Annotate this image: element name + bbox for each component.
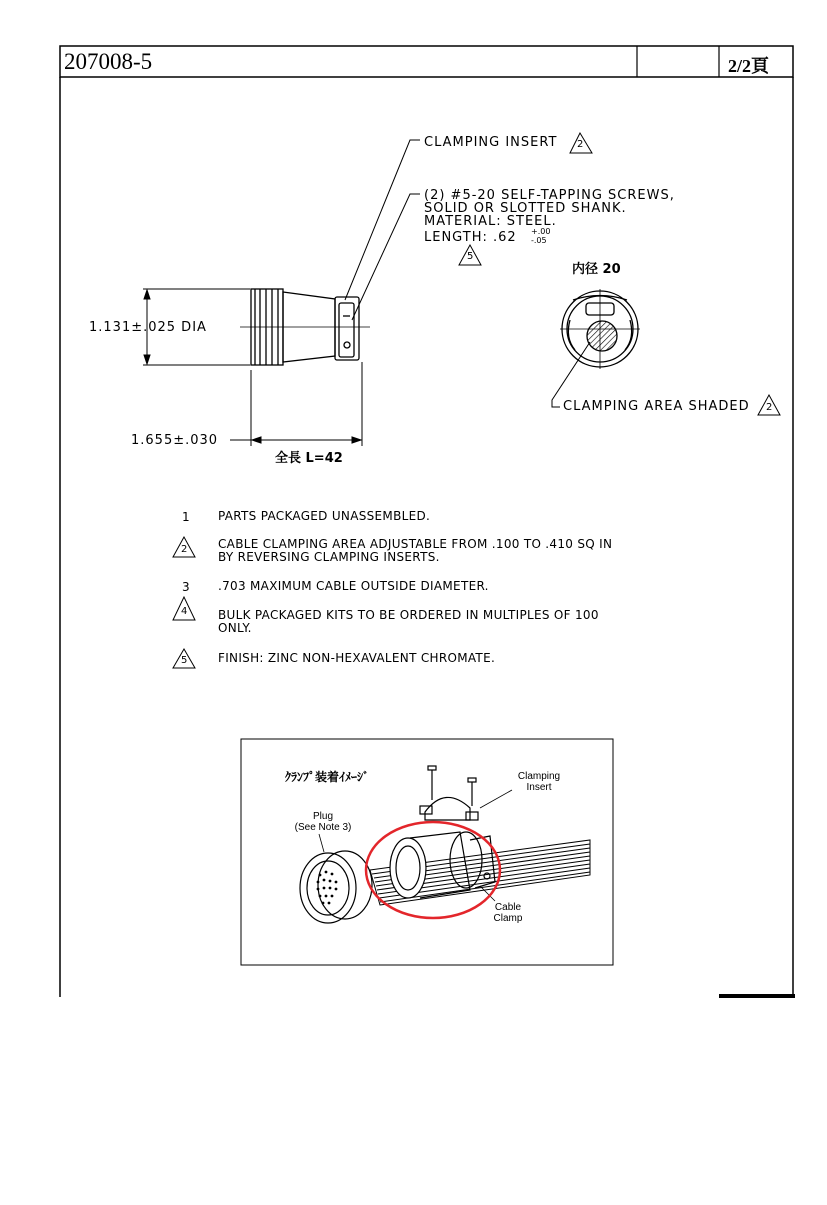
side-view — [240, 289, 370, 365]
doc-number: 207008-5 — [64, 49, 153, 74]
screws-callout-line1: (2) #5-20 SELF-TAPPING SCREWS, — [424, 188, 675, 203]
screws-callout-line2: SOLID OR SLOTTED SHANK. — [424, 201, 627, 216]
total-length-label: 全長 L=42 — [275, 451, 343, 466]
dimension-lines — [143, 289, 362, 446]
illustration-title: ｸﾗﾝﾌﾟ装着ｲﾒｰｼﾞ — [285, 770, 370, 784]
length-tol-plus: +.00 — [531, 227, 551, 236]
note-4-marker: 4 — [181, 606, 188, 617]
ref-5-marker-screws: 5 — [467, 251, 474, 262]
note-4-text: BULK PACKAGED KITS TO BE ORDERED IN MULTIPLES OF 100 ONLY. — [218, 608, 599, 635]
diameter-dimension: 1.131±.025 DIA — [89, 320, 207, 335]
screws-callout-line4: LENGTH: .62 — [424, 230, 517, 245]
clamping-insert — [420, 766, 478, 820]
note-2-marker: 2 — [181, 544, 188, 555]
note-5-text: FINISH: ZINC NON-HEXAVALENT CHROMATE. — [218, 651, 496, 665]
note-3-text: .703 MAXIMUM CABLE OUTSIDE DIAMETER. — [218, 579, 489, 593]
screws-callout-line3: MATERIAL: STEEL. — [424, 214, 557, 229]
note-1-marker: 1 — [182, 510, 190, 524]
note-5-marker: 5 — [181, 655, 188, 666]
ref-2-marker-insert: 2 — [577, 139, 584, 150]
end-view — [560, 289, 640, 369]
clamping-insert-callout: CLAMPING INSERT — [424, 135, 558, 150]
note-1-text: PARTS PACKAGED UNASSEMBLED. — [218, 509, 431, 523]
leader-lines — [345, 140, 590, 407]
cable-clamp-label: Cable Clamp — [493, 902, 523, 924]
clamping-insert-label: Clamping Insert — [517, 771, 561, 793]
note-3-marker: 3 — [182, 580, 190, 594]
plug-body — [300, 851, 372, 923]
note-2-text: CABLE CLAMPING AREA ADJUSTABLE FROM .100 TO .410 SQ IN BY REVERSING CLAMPING INSERTS. — [218, 537, 613, 564]
ref-2-marker-area: 2 — [766, 402, 773, 413]
length-tol-minus: -.05 — [531, 236, 547, 245]
clamping-area-callout: CLAMPING AREA SHADED — [563, 399, 750, 414]
inner-diameter-label: 内径 20 — [572, 262, 621, 277]
page-label: 2/2頁 — [728, 56, 770, 76]
plug-label: Plug (See Note 3) — [294, 811, 352, 833]
length-dimension: 1.655±.030 — [131, 433, 219, 448]
